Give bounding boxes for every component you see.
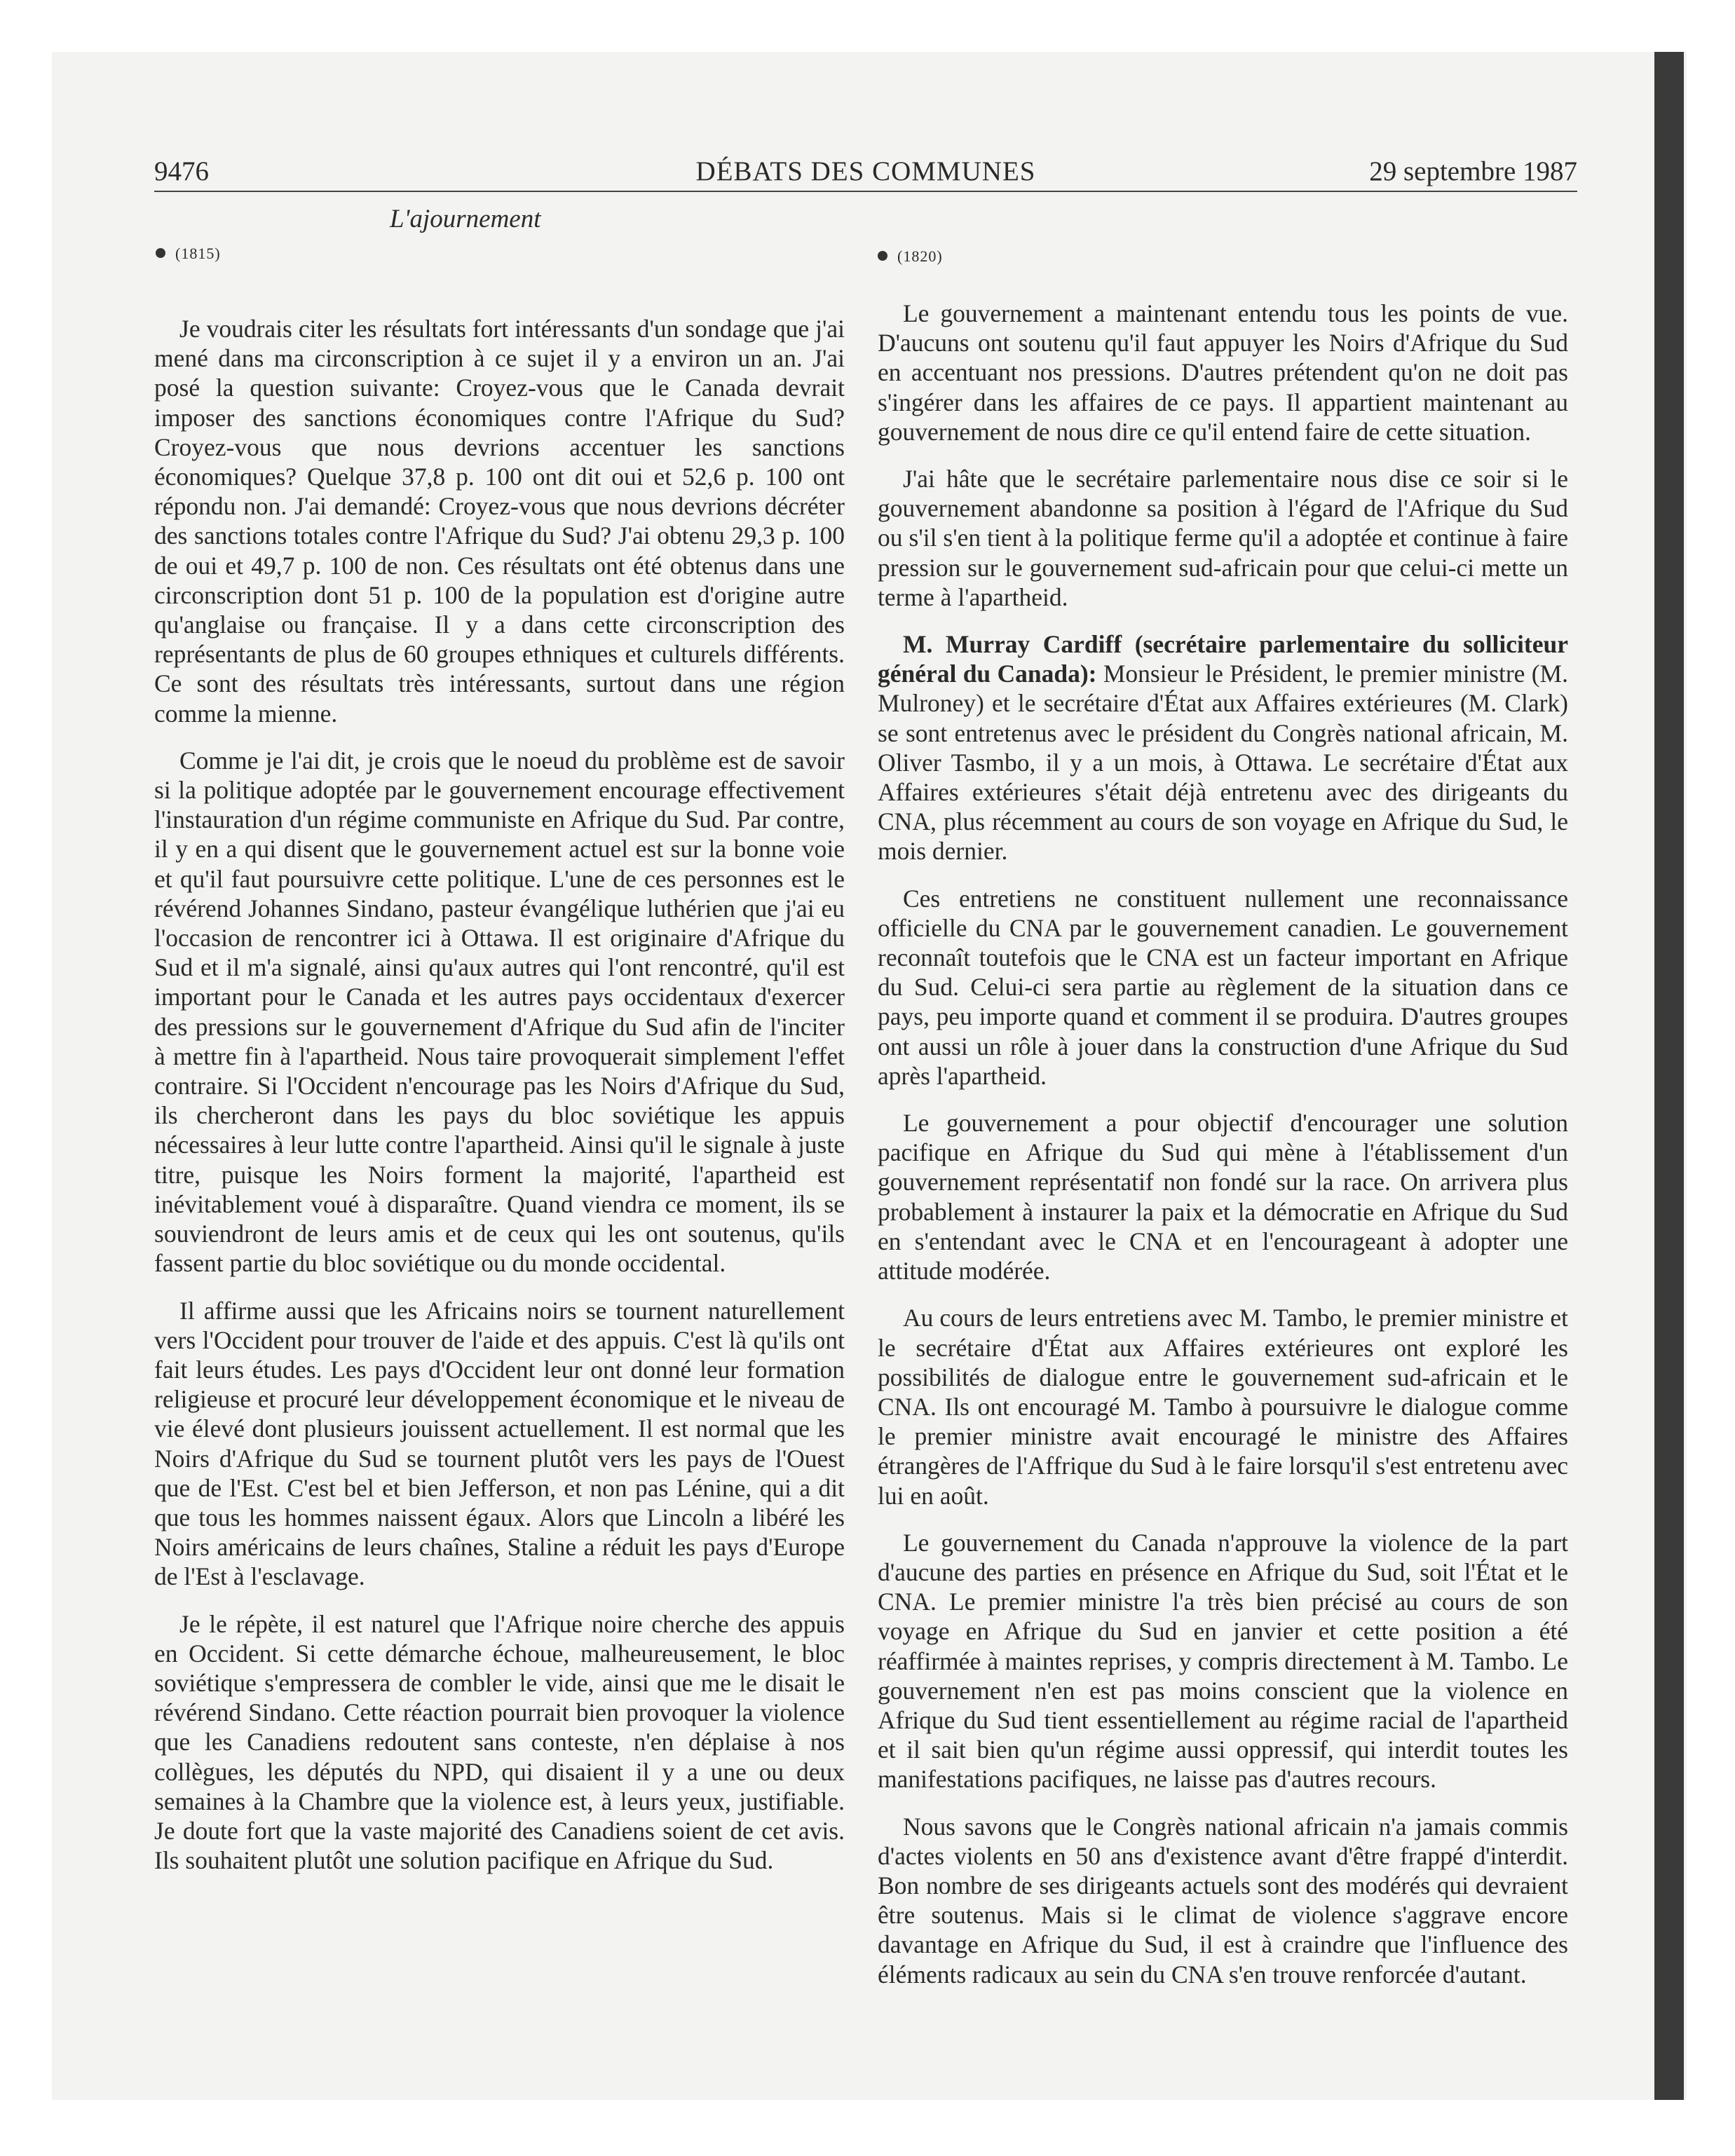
section-title: L'ajournement <box>390 205 541 233</box>
page-number: 9476 <box>154 156 209 186</box>
page-header <box>154 149 1577 192</box>
left-column <box>154 314 845 1892</box>
paragraph: Le gouvernement a pour objectif d'encourager une solution pacifique en Afrique du Sud qui mène à l'établissement d'un gouvernement représentatif non fondé sur la race. On arrivera plus probablement à instaurer la paix et la démocratie en Afrique du Sud en s'entendant avec le CNA et en l'encourageant à adopter une attitude modérée. <box>878 1109 1568 1285</box>
speaker-paragraph <box>878 629 1568 866</box>
paragraph: J'ai hâte que le secrétaire parlementaire nous dise ce soir si le gouvernement abandonne sa position à l'égard de l'Afrique du Sud ou s'il s'en tient à la politique ferme qu'il a adoptée et continue à faire pression sur le gouvernement sud-africain pour que celui-ci mette un terme à l'apartheid. <box>878 465 1568 611</box>
binding-edge <box>1654 52 1684 2100</box>
paragraph: Il affirme aussi que les Africains noirs se tournent naturellement vers l'Occident pour trouver de l'aide et des appuis. C'est là qu'ils ont fait leurs études. Les pays d'Occident leur ont donné leur formation religieuse et procuré leur développement économique et le niveau de vie élevé dont plusieurs jouissent actuellement. Il est normal que les Noirs d'Afrique du Sud se tournent plutôt vers les pays de l'Ouest que de l'Est. C'est bel et bien Jefferson, et non pas Lénine, qui a dit que tous les hommes naissent égaux. Alors que Lincoln a libéré les Noirs américains de leurs chaînes, Staline a réduit les pays d'Europe de l'Est à l'esclavage. <box>154 1296 845 1591</box>
paragraph: Ces entretiens ne constituent nullement une reconnaissance officielle du CNA par le gouvernement canadien. Le gouvernement reconnaît toutefois que le CNA est un facteur important en Afrique du Sud. Celui-ci sera partie au règlement de la situation dans ce pays, peu importe quand et comment il se produira. D'autres groupes ont aussi un rôle à jouer dans la construction d'une Afrique du Sud après l'apartheid. <box>878 884 1568 1090</box>
bullet-icon <box>878 251 887 261</box>
timestamp-right-text: (1820) <box>897 247 943 265</box>
paragraph: Nous savons que le Congrès national africain n'a jamais commis d'actes violents en 50 ans d'existence avant d'être frappé d'interdit. Bon nombre de ses dirigeants actuels sont des modérés qui devraient être soutenus. Mais si le climat de violence s'aggrave encore davantage en Afrique du Sud, il est à craindre que l'influence des éléments radicaux au sein du CNA s'en trouve renforcée d'autant. <box>878 1812 1568 1988</box>
timestamp-left <box>156 244 221 264</box>
paragraph: Je le répète, il est naturel que l'Afrique noire cherche des appuis en Occident. Si cette démarche échoue, malheureusement, le bloc soviétique s'empressera de combler le vide, ainsi que me le disait le révérend Sindano. Cette réaction pourrait bien provoquer la violence que les Canadiens redoutent sans conteste, n'en déplaise à nos collègues, les députés du NPD, qui disaient il y a une ou deux semaines à la Chambre que la violence est, à leurs yeux, justifiable. Je doute fort que la vaste majorité des Canadiens soient de cet avis. Ils souhaitent plutôt une solution pacifique en Afrique du Sud. <box>154 1609 845 1875</box>
timestamp-left-text: (1815) <box>175 245 221 262</box>
paragraph: Le gouvernement du Canada n'approuve la violence de la part d'aucune des parties en présence en Afrique du Sud, soit l'État et le CNA. Le premier ministre l'a très bien précisé au cours de son voyage en Afrique du Sud en janvier et cette position a été réaffirmée à maintes reprises, y compris directement à M. Tambo. Le gouvernement n'en est pas moins conscient que la violence en Afrique du Sud tient essentiellement au régime racial de l'apartheid et il sait bien qu'un régime aussi oppressif, qui interdit toutes les manifestations pacifiques, ne laisse pas d'autres recours. <box>878 1528 1568 1794</box>
paragraph: Le gouvernement a maintenant entendu tous les points de vue. D'aucuns ont soutenu qu'il faut appuyer les Noirs d'Afrique du Sud en accentuant nos pressions. D'autres prétendent qu'on ne doit pas s'ingérer dans les affaires de ce pays. Il appartient maintenant au gouvernement de nous dire ce qu'il entend faire de cette situation. <box>878 299 1568 446</box>
paragraph: Je voudrais citer les résultats fort intéressants d'un sondage que j'ai mené dans ma circonscription à ce sujet il y a environ un an. J'ai posé la question suivante: Croyez-vous que le Canada devrait imposer des sanctions économiques contre l'Afrique du Sud? Croyez-vous que nous devrions accentuer les sanctions économiques? Quelque 37,8 p. 100 ont dit oui et 52,6 p. 100 ont répondu non. J'ai demandé: Croyez-vous que nous devrions décréter des sanctions totales contre l'Afrique du Sud? J'ai obtenu 29,3 p. 100 de oui et 49,7 p. 100 de non. Ces résultats ont été obtenus dans une circonscription dont 51 p. 100 de la population est d'origine autre qu'anglaise ou française. Il y a dans cette circonscription des représentants de plus de 60 groupes ethniques et culturels différents. Ce sont des résultats très intéressants, surtout dans une région comme la mienne. <box>154 315 845 728</box>
bullet-icon <box>156 248 165 258</box>
paragraph: Au cours de leurs entretiens avec M. Tambo, le premier ministre et le secrétaire d'État aux Affaires extérieures ont exploré les possibilités de dialogue entre le gouvernement sud-africain et le CNA. Ils ont encouragé M. Tambo à poursuivre le dialogue comme le premier ministre avait encouragé le ministre des Affaires étrangères de l'Affrique du Sud à le faire lorsqu'il s'est entretenu avec lui en août. <box>878 1304 1568 1510</box>
publication-title: DÉBATS DES COMMUNES <box>695 156 1036 186</box>
speaker-name: M. Murray Cardiff (secrétaire parlementaire du solliciteur général du Canada): <box>878 630 1568 688</box>
paragraph: Comme je l'ai dit, je crois que le noeud du problème est de savoir si la politique adoptée par le gouvernement encourage effectivement l'instauration d'un régime communiste en Afrique du Sud. Par contre, il y en a qui disent que le gouvernement actuel est sur la bonne voie et qu'il faut poursuivre cette politique. L'une de ces personnes est le révérend Johannes Sindano, pasteur évangélique luthérien que j'ai eu l'occasion de rencontrer ici à Ottawa. Il est originaire d'Afrique du Sud et il m'a signalé, ainsi qu'aux autres qui l'ont rencontré, qu'il est important pour le Canada et les autres pays occidentaux d'exercer des pressions sur le gouvernement d'Afrique du Sud afin de l'inciter à mettre fin à l'apartheid. Nous taire provoquerait simplement l'effet contraire. Si l'Occident n'encourage pas les Noirs d'Afrique du Sud, ils chercheront dans les pays du bloc soviétique les appuis nécessaires à leur lutte contre l'apartheid. Ainsi qu'il le signale à juste titre, puisque les Noirs forment la majorité, l'apartheid est inévitablement voué à disparaître. Quand viendra ce moment, ils se souviendront de leurs amis et de ceux qui les ont soutenus, qu'ils fassent partie du bloc soviétique ou du monde occidental. <box>154 746 845 1278</box>
timestamp-right <box>878 247 943 266</box>
right-column <box>878 299 1568 2007</box>
publication-date: 29 septembre 1987 <box>1369 156 1577 186</box>
speech-text: Monsieur le Président, le premier ministre (M. Mulroney) et le secrétaire d'État aux Affaires extérieures (M. Clark) se sont entretenus avec le président du Congrès national africain, M. Oliver Tasmbo, il y a un mois, à Ottawa. Le secrétaire d'État aux Affaires extérieures s'était déjà entretenu avec des dirigeants du CNA, plus récemment au cours de son voyage en Afrique du Sud, le mois dernier. <box>878 660 1568 866</box>
